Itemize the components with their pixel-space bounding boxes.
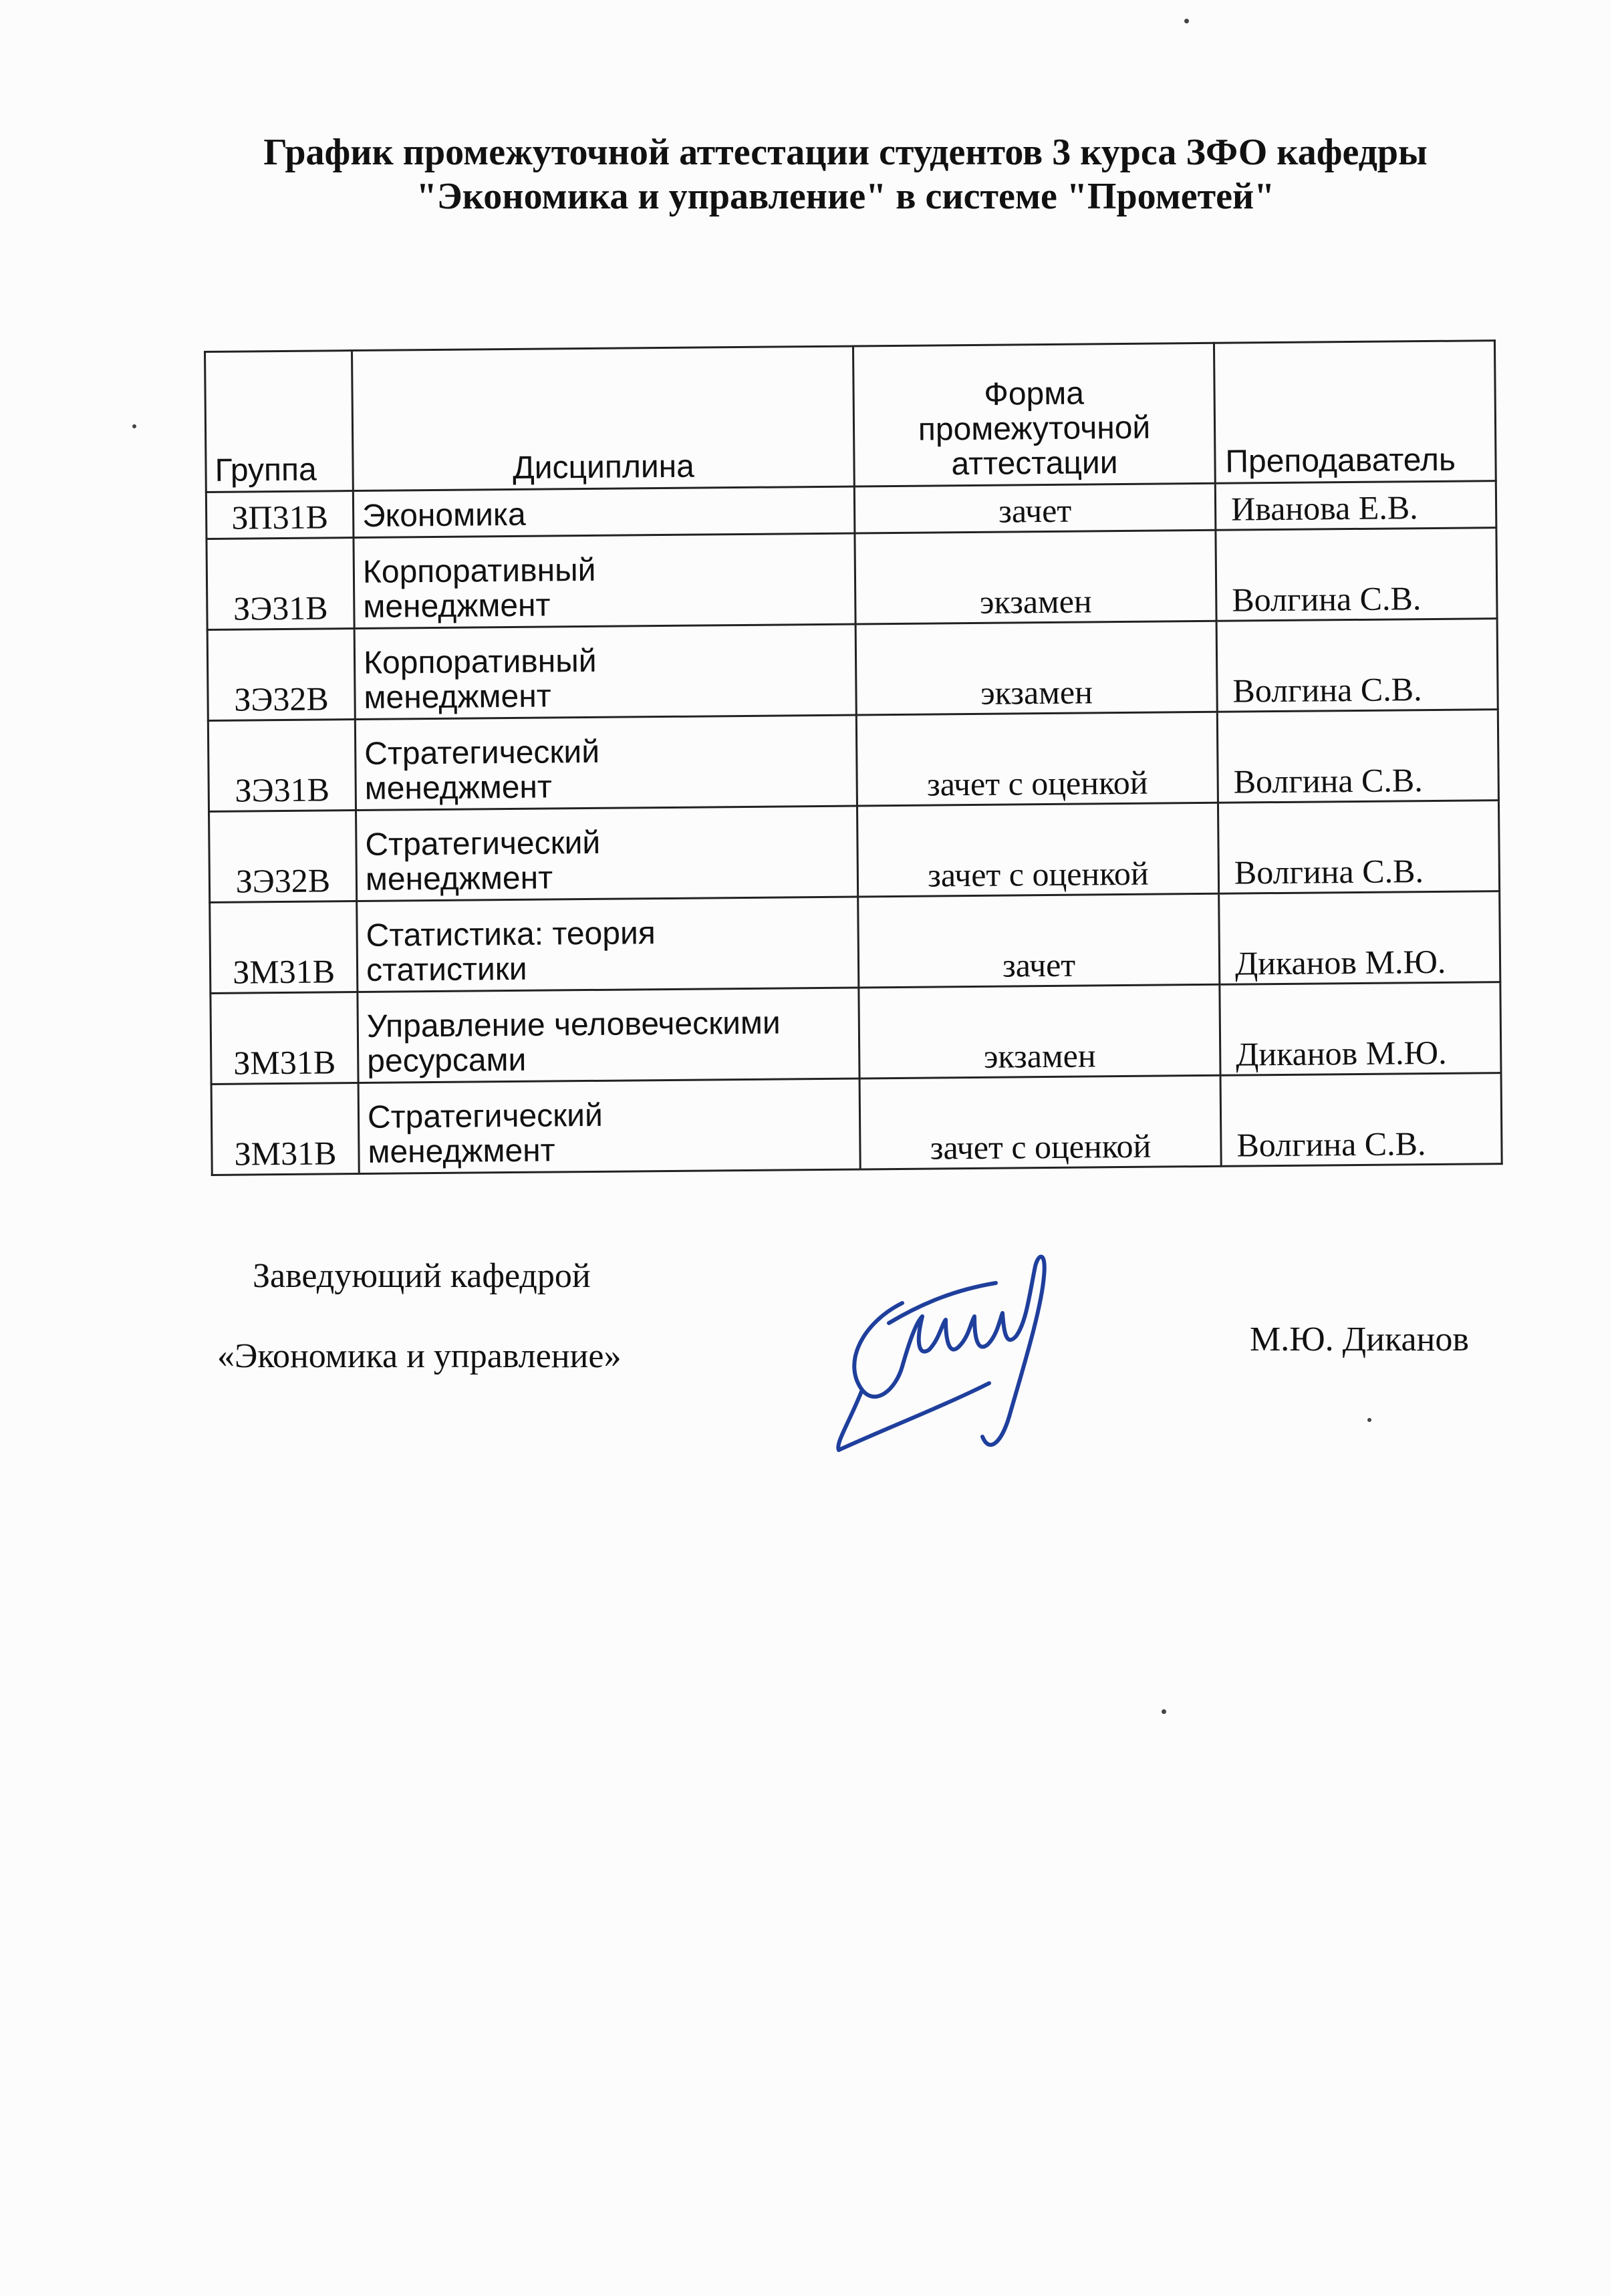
- header-form-line-1: Форма: [984, 376, 1085, 412]
- discipline-line-1: Стратегический: [367, 1097, 603, 1135]
- cell-group: ЗЭ32В: [209, 811, 357, 903]
- cell-discipline: [353, 486, 855, 538]
- cell-group: ЗЭ31В: [208, 720, 356, 812]
- table-row: [208, 710, 1498, 812]
- table-row: [211, 982, 1501, 1085]
- header-form: [853, 343, 1215, 486]
- discipline-line-1: Корпоративный: [362, 552, 596, 590]
- cell-teacher: Волгина С.В.: [1218, 801, 1499, 894]
- cell-discipline: [357, 897, 859, 992]
- discipline-line-1: Экономика: [362, 496, 526, 534]
- discipline-line-2: ресурсами: [367, 1042, 527, 1079]
- discipline-line-1: Стратегический: [365, 825, 601, 863]
- document-title: [134, 130, 1557, 219]
- discipline-line-1: Корпоративный: [363, 643, 597, 681]
- header-teacher: Преподаватель: [1214, 341, 1496, 484]
- cell-teacher: Волгина С.В.: [1216, 528, 1497, 621]
- discipline-line-2: менеджмент: [364, 678, 551, 716]
- discipline-line-2: менеджмент: [363, 587, 551, 625]
- cell-form: зачет с оценкой: [859, 1075, 1221, 1169]
- discipline-line-2: менеджмент: [368, 1133, 555, 1170]
- cell-teacher: Волгина С.В.: [1216, 619, 1498, 712]
- cell-form: зачет: [858, 893, 1220, 988]
- table-row: [209, 801, 1500, 903]
- table-row: [207, 528, 1497, 630]
- cell-group: ЗП31В: [206, 491, 354, 539]
- title-line-1: График промежуточной аттестации студентов 3 курса ЗФО кафедры: [263, 132, 1428, 173]
- schedule-table: [204, 339, 1503, 1176]
- header-group: Группа: [205, 351, 354, 492]
- title-line-2: "Экономика и управление" в системе "Прометей": [416, 176, 1275, 217]
- cell-group: ЗЭ31В: [207, 538, 354, 630]
- cell-discipline: [358, 988, 859, 1083]
- footer-name: М.Ю. Диканов: [1250, 1320, 1469, 1358]
- cell-form: зачет с оценкой: [856, 712, 1218, 806]
- cell-group: ЗМ31В: [211, 992, 358, 1085]
- cell-form: зачет с оценкой: [857, 803, 1218, 897]
- table-row: [210, 891, 1500, 994]
- signature-icon: [822, 1223, 1069, 1463]
- cell-discipline: [354, 624, 856, 720]
- cell-group: ЗМ31В: [210, 901, 358, 994]
- cell-form: зачет: [854, 483, 1216, 533]
- cell-teacher: Волгина С.В.: [1220, 1073, 1502, 1167]
- footer-role: Заведующий кафедрой: [253, 1257, 591, 1295]
- header-discipline: Дисциплина: [352, 346, 855, 491]
- cell-teacher: Иванова Е.В.: [1215, 481, 1496, 531]
- cell-discipline: [356, 806, 858, 901]
- table-row: [211, 1073, 1502, 1175]
- discipline-line-1: Статистика: теория: [366, 915, 656, 954]
- cell-group: ЗЭ32В: [207, 629, 355, 721]
- header-form-line-3: аттестации: [951, 445, 1118, 482]
- header-form-line-2: промежуточной: [918, 410, 1151, 448]
- table-header-row: [205, 341, 1496, 492]
- discipline-line-2: статистики: [366, 951, 527, 988]
- cell-group: ЗМ31В: [211, 1083, 359, 1175]
- cell-form: экзамен: [855, 530, 1216, 624]
- discipline-line-2: менеджмент: [364, 769, 553, 807]
- footer-department: «Экономика и управление»: [217, 1337, 622, 1375]
- cell-discipline: [355, 715, 857, 811]
- cell-teacher: Диканов М.Ю.: [1220, 982, 1501, 1076]
- cell-discipline: [358, 1079, 860, 1174]
- cell-form: экзамен: [855, 621, 1217, 715]
- discipline-line-1: Управление человеческими: [366, 1005, 781, 1044]
- cell-discipline: [354, 533, 855, 629]
- discipline-line-1: Стратегический: [364, 734, 600, 772]
- discipline-line-2: менеджмент: [365, 860, 553, 897]
- cell-teacher: Волгина С.В.: [1217, 710, 1498, 803]
- cell-teacher: Диканов М.Ю.: [1219, 891, 1500, 985]
- table-row: [207, 619, 1498, 721]
- cell-form: экзамен: [859, 984, 1220, 1079]
